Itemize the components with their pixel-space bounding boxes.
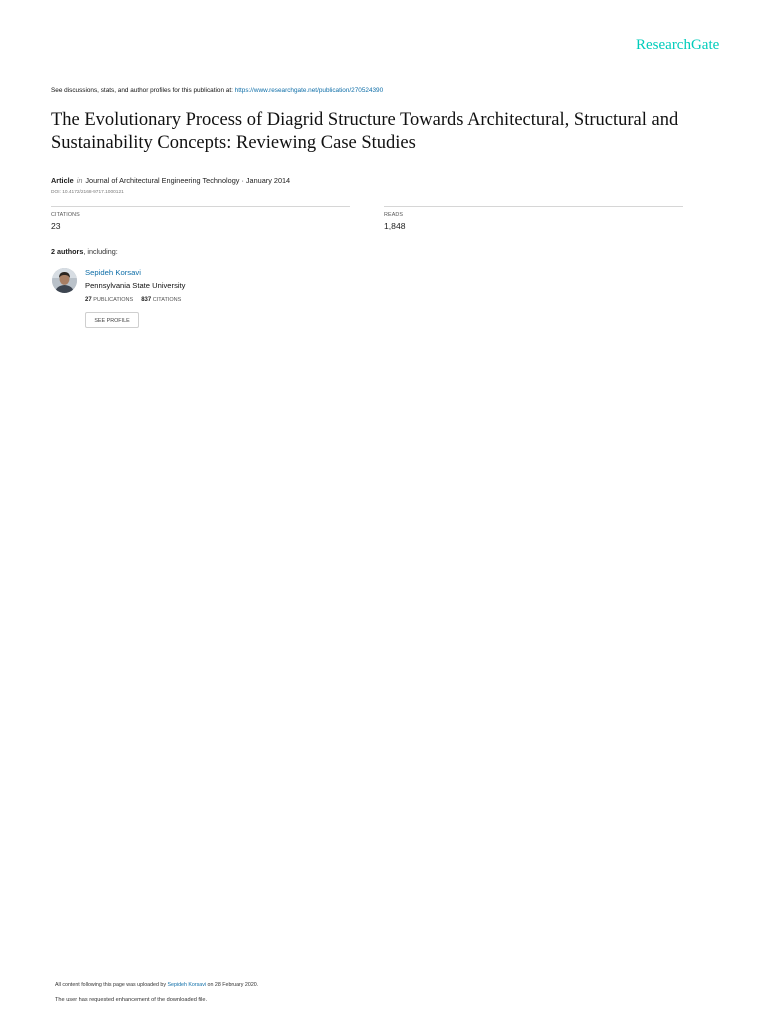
discussion-line: [51, 87, 383, 94]
author-publications-label: PUBLICATIONS: [93, 297, 134, 303]
citations-stat: [51, 206, 350, 231]
in-label: in: [76, 176, 83, 185]
upload-prefix: All content following this page was uploaded by: [55, 982, 168, 988]
authors-including: , including:: [83, 247, 118, 256]
author-name-link[interactable]: Sepideh Korsavi: [85, 268, 141, 277]
author-institution: Pennsylvania State University: [85, 281, 186, 290]
authors-summary: [51, 247, 118, 256]
see-profile-button[interactable]: SEE PROFILE: [85, 312, 139, 328]
publication-title: The Evolutionary Process of Diagrid Structure Towards Architectural, Structural and Sustainability Concepts: Reviewing Case Studies: [51, 110, 679, 153]
publication-type: Article: [51, 176, 74, 185]
authors-count: 2 authors: [51, 247, 84, 256]
author-citations-label: CITATIONS: [152, 297, 182, 303]
reads-stat: [384, 206, 683, 231]
doi: DOI: 10.4172/2168-9717.1000121: [51, 190, 124, 195]
journal-and-date: Journal of Architectural Engineering Technology · January 2014: [85, 176, 291, 185]
enhancement-note: The user has requested enhancement of the downloaded file.: [55, 997, 208, 1003]
citations-value: 23: [51, 221, 61, 231]
author-avatar[interactable]: [52, 268, 77, 293]
reads-value: 1,848: [384, 221, 406, 231]
upload-suffix: on 28 February 2020.: [206, 982, 259, 988]
publication-url-link[interactable]: https://www.researchgate.net/publication/270524390: [234, 87, 384, 94]
researchgate-logo[interactable]: ResearchGate: [636, 37, 720, 53]
author-citations-count: 837: [141, 297, 152, 303]
reads-label: READS: [384, 212, 404, 218]
uploader-link[interactable]: Sepideh Korsavi: [167, 982, 207, 988]
citations-label: CITATIONS: [51, 212, 80, 218]
avatar-photo-icon: [52, 268, 77, 293]
author-publications-count: 27: [85, 297, 92, 303]
publication-meta: [51, 176, 290, 185]
upload-note: [55, 982, 258, 988]
author-stats: [85, 297, 181, 303]
discussion-prefix: See discussions, stats, and author profiles for this publication at:: [51, 87, 235, 94]
